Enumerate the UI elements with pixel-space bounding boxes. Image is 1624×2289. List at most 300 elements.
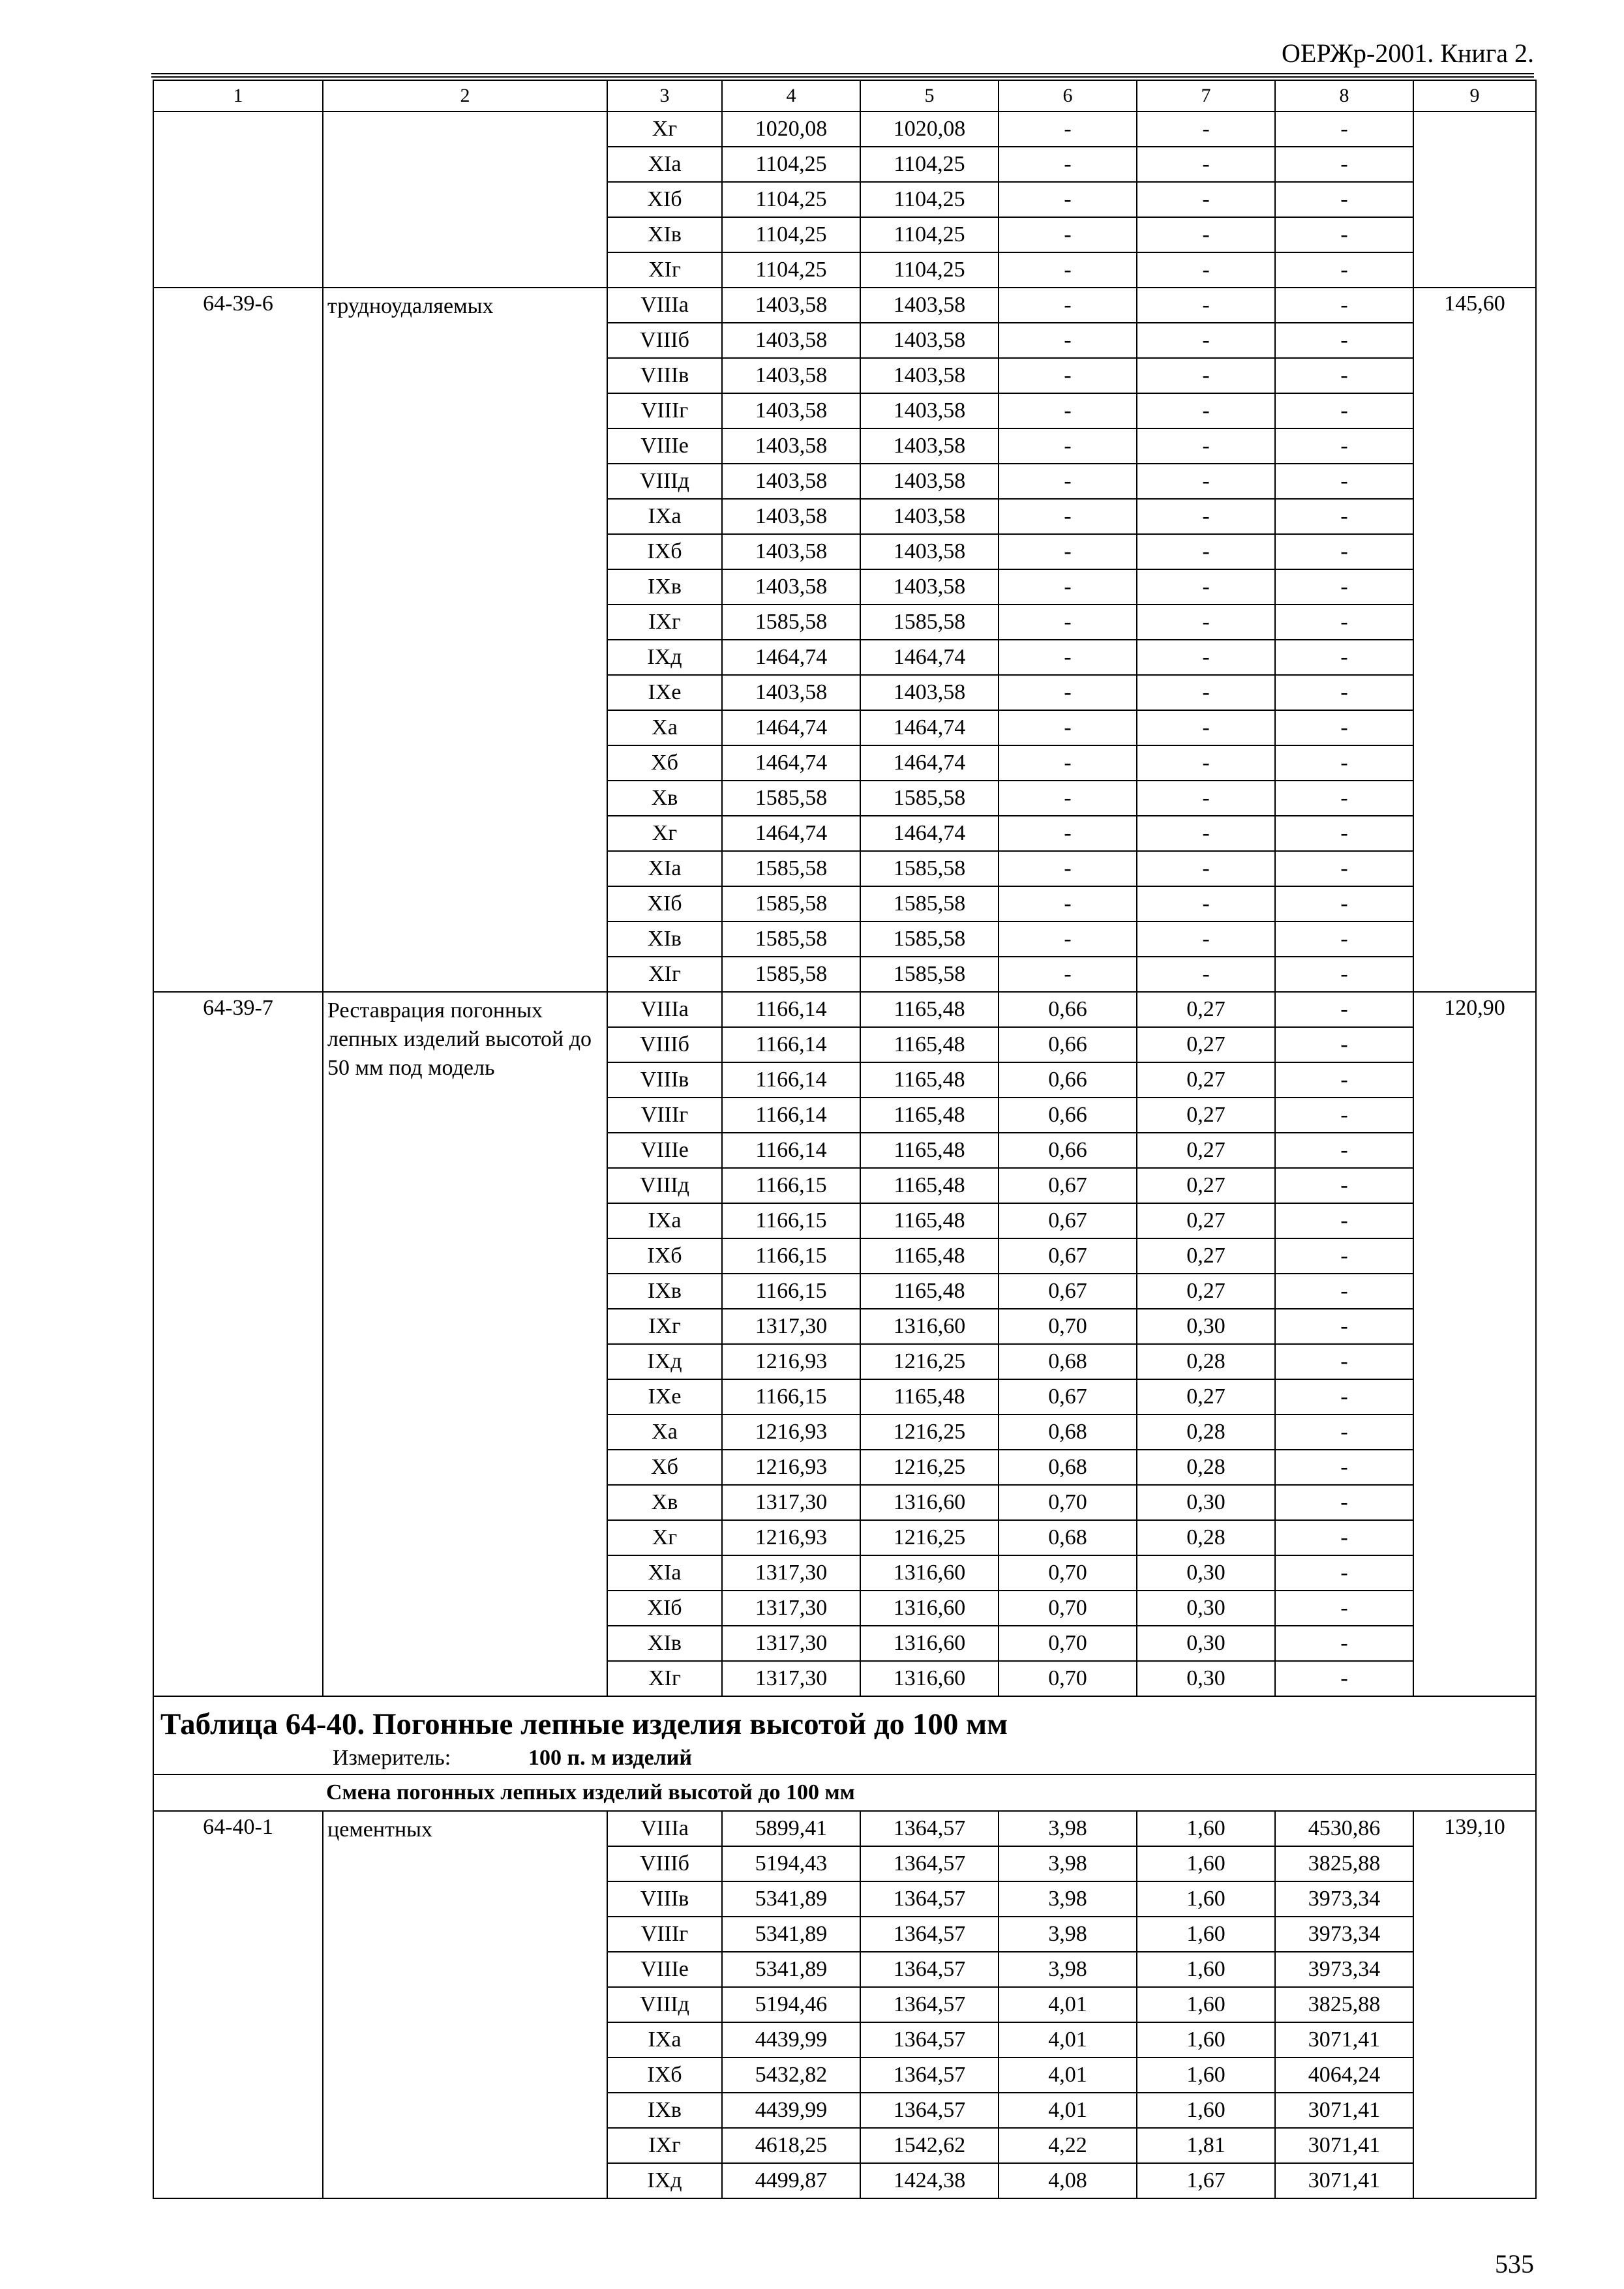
data-cell-col4: 1166,14	[722, 1098, 860, 1133]
data-cell-col8: -	[1275, 886, 1413, 921]
data-cell-col7: 0,27	[1137, 1379, 1275, 1414]
data-cell-col4: 1403,58	[722, 569, 860, 605]
section-title: Таблица 64-40. Погонные лепные изделия высотой до 100 мм	[160, 1707, 1008, 1741]
data-cell-col8: -	[1275, 1098, 1413, 1133]
data-cell-col6: -	[999, 745, 1137, 781]
data-cell-col4: 1403,58	[722, 358, 860, 393]
col9-cell: 120,90	[1413, 992, 1536, 1696]
data-cell-col4: 1403,58	[722, 393, 860, 428]
data-cell-col6: 0,67	[999, 1274, 1137, 1309]
data-cell-col3: IXб	[607, 2057, 722, 2093]
col9-cell: 145,60	[1413, 288, 1536, 992]
data-cell-col4: 1317,30	[722, 1626, 860, 1661]
data-cell-col7: -	[1137, 851, 1275, 886]
data-cell-col7: -	[1137, 921, 1275, 957]
data-cell-col6: -	[999, 464, 1137, 499]
data-cell-col3: IXа	[607, 2022, 722, 2057]
data-cell-col3: XIг	[607, 252, 722, 288]
data-cell-col7: -	[1137, 499, 1275, 534]
data-cell-col4: 1104,25	[722, 147, 860, 182]
table-section-header	[153, 1696, 1536, 1811]
data-cell-col4: 1585,58	[722, 957, 860, 992]
data-cell-col8: -	[1275, 288, 1413, 323]
data-cell-col3: XIа	[607, 851, 722, 886]
data-cell-col5: 1316,60	[860, 1555, 999, 1591]
data-cell-col3: VIIIв	[607, 1062, 722, 1098]
data-cell-col6: -	[999, 393, 1137, 428]
data-cell-col7: -	[1137, 428, 1275, 464]
data-cell-col5: 1104,25	[860, 182, 999, 217]
data-cell-col4: 1317,30	[722, 1661, 860, 1696]
data-cell-col8: -	[1275, 1414, 1413, 1450]
data-cell-col5: 1403,58	[860, 464, 999, 499]
data-cell-col8: -	[1275, 1555, 1413, 1591]
data-cell-col6: 0,70	[999, 1309, 1137, 1344]
data-cell-col6: -	[999, 957, 1137, 992]
data-cell-col4: 1585,58	[722, 781, 860, 816]
data-cell-col8: -	[1275, 1344, 1413, 1379]
data-cell-col5: 1403,58	[860, 358, 999, 393]
data-cell-col3: IXа	[607, 1203, 722, 1238]
data-cell-col5: 1020,08	[860, 112, 999, 147]
data-cell-col7: -	[1137, 886, 1275, 921]
data-cell-col3: VIIIг	[607, 1917, 722, 1952]
data-cell-col3: XIа	[607, 1555, 722, 1591]
data-cell-col3: IXд	[607, 1344, 722, 1379]
data-cell-col3: IXв	[607, 2093, 722, 2128]
data-cell-col3: IXг	[607, 2128, 722, 2163]
data-cell-col5: 1165,48	[860, 1238, 999, 1274]
data-cell-col4: 4499,87	[722, 2163, 860, 2198]
data-cell-col5: 1316,60	[860, 1309, 999, 1344]
data-cell-col8: -	[1275, 112, 1413, 147]
data-cell-col7: 1,60	[1137, 1881, 1275, 1917]
data-cell-col5: 1165,48	[860, 1062, 999, 1098]
data-cell-col3: IXе	[607, 1379, 722, 1414]
data-cell-col3: XIб	[607, 1591, 722, 1626]
data-cell-col4: 1403,58	[722, 675, 860, 710]
data-cell-col3: Xа	[607, 710, 722, 745]
data-cell-col4: 1166,14	[722, 1027, 860, 1062]
data-cell-col3: IXв	[607, 569, 722, 605]
data-cell-col4: 5341,89	[722, 1881, 860, 1917]
data-cell-col3: VIIIг	[607, 1098, 722, 1133]
data-cell-col7: 0,27	[1137, 1027, 1275, 1062]
data-cell-col6: -	[999, 252, 1137, 288]
column-number-7: 7	[1137, 80, 1275, 112]
data-cell-col8: -	[1275, 1450, 1413, 1485]
data-cell-col8: -	[1275, 217, 1413, 252]
data-cell-col5: 1165,48	[860, 1027, 999, 1062]
data-cell-col4: 1585,58	[722, 605, 860, 640]
data-cell-col8: -	[1275, 605, 1413, 640]
data-cell-col5: 1165,48	[860, 1274, 999, 1309]
data-cell-col5: 1542,62	[860, 2128, 999, 2163]
data-cell-col8: -	[1275, 1133, 1413, 1168]
data-cell-col7: -	[1137, 464, 1275, 499]
data-cell-col8: -	[1275, 464, 1413, 499]
data-cell-col5: 1364,57	[860, 1811, 999, 1846]
data-cell-col4: 1166,15	[722, 1274, 860, 1309]
data-cell-col8: -	[1275, 1062, 1413, 1098]
data-cell-col8: 4064,24	[1275, 2057, 1413, 2093]
data-cell-col3: VIIIд	[607, 1987, 722, 2022]
data-cell-col5: 1216,25	[860, 1344, 999, 1379]
data-cell-col7: -	[1137, 112, 1275, 147]
data-cell-col4: 1403,58	[722, 288, 860, 323]
data-cell-col7: 1,60	[1137, 1952, 1275, 1987]
data-cell-col6: 0,67	[999, 1238, 1137, 1274]
table-row	[153, 288, 1536, 323]
table-row	[153, 112, 1536, 147]
data-cell-col5: 1403,58	[860, 675, 999, 710]
data-cell-col6: -	[999, 675, 1137, 710]
data-cell-col6: -	[999, 921, 1137, 957]
data-cell-col8: -	[1275, 851, 1413, 886]
data-cell-col4: 1104,25	[722, 217, 860, 252]
data-cell-col4: 1317,30	[722, 1555, 860, 1591]
data-cell-col8: -	[1275, 781, 1413, 816]
data-cell-col5: 1216,25	[860, 1450, 999, 1485]
data-cell-col8: -	[1275, 569, 1413, 605]
data-cell-col6: -	[999, 182, 1137, 217]
data-cell-col6: -	[999, 781, 1137, 816]
data-cell-col3: VIIIа	[607, 992, 722, 1027]
data-cell-col6: 0,67	[999, 1168, 1137, 1203]
data-cell-col8: -	[1275, 252, 1413, 288]
data-cell-col7: -	[1137, 323, 1275, 358]
data-cell-col4: 1317,30	[722, 1309, 860, 1344]
data-cell-col8: -	[1275, 1379, 1413, 1414]
description-cell: Реставрация погонных лепных изделий высотой до 50 мм под модель	[323, 992, 607, 1696]
data-cell-col4: 1104,25	[722, 182, 860, 217]
data-cell-col7: -	[1137, 957, 1275, 992]
data-cell-col5: 1165,48	[860, 1098, 999, 1133]
data-cell-col5: 1216,25	[860, 1414, 999, 1450]
norms-table	[153, 80, 1537, 2199]
data-cell-col5: 1403,58	[860, 428, 999, 464]
data-cell-col5: 1165,48	[860, 1133, 999, 1168]
data-cell-col3: VIIIа	[607, 1811, 722, 1846]
data-cell-col8: -	[1275, 323, 1413, 358]
data-cell-col8: -	[1275, 1309, 1413, 1344]
data-cell-col4: 5432,82	[722, 2057, 860, 2093]
data-cell-col3: VIIIе	[607, 1952, 722, 1987]
data-cell-col8: 3825,88	[1275, 1846, 1413, 1881]
data-cell-col5: 1165,48	[860, 1379, 999, 1414]
data-cell-col4: 1216,93	[722, 1414, 860, 1450]
data-cell-col5: 1364,57	[860, 2022, 999, 2057]
data-cell-col8: 3071,41	[1275, 2128, 1413, 2163]
data-cell-col7: -	[1137, 252, 1275, 288]
data-cell-col7: 0,27	[1137, 1238, 1275, 1274]
data-cell-col6: -	[999, 710, 1137, 745]
data-cell-col8: -	[1275, 1274, 1413, 1309]
table-body-part2	[153, 1811, 1536, 2198]
data-cell-col6: 3,98	[999, 1811, 1137, 1846]
data-cell-col5: 1424,38	[860, 2163, 999, 2198]
data-cell-col6: 4,08	[999, 2163, 1137, 2198]
data-cell-col6: 0,70	[999, 1485, 1137, 1520]
col9-cell: 139,10	[1413, 1811, 1536, 2198]
data-cell-col7: 0,28	[1137, 1344, 1275, 1379]
data-cell-col4: 5341,89	[722, 1917, 860, 1952]
data-cell-col7: 1,60	[1137, 2093, 1275, 2128]
data-cell-col6: 3,98	[999, 1846, 1137, 1881]
column-number-row	[153, 80, 1536, 112]
data-cell-col4: 1585,58	[722, 921, 860, 957]
data-cell-col5: 1403,58	[860, 499, 999, 534]
data-cell-col5: 1364,57	[860, 1987, 999, 2022]
data-cell-col8: -	[1275, 393, 1413, 428]
data-cell-col3: Xа	[607, 1414, 722, 1450]
data-cell-col7: 1,81	[1137, 2128, 1275, 2163]
data-cell-col6: 0,66	[999, 1098, 1137, 1133]
data-cell-col7: -	[1137, 569, 1275, 605]
data-cell-col8: -	[1275, 992, 1413, 1027]
data-cell-col4: 1317,30	[722, 1485, 860, 1520]
data-cell-col5: 1364,57	[860, 1952, 999, 1987]
data-cell-col6: -	[999, 605, 1137, 640]
data-cell-col4: 1166,15	[722, 1168, 860, 1203]
data-cell-col7: 0,27	[1137, 992, 1275, 1027]
data-cell-col7: -	[1137, 147, 1275, 182]
data-cell-col7: -	[1137, 358, 1275, 393]
data-cell-col6: 3,98	[999, 1952, 1137, 1987]
data-cell-col7: -	[1137, 182, 1275, 217]
data-cell-col5: 1464,74	[860, 640, 999, 675]
data-cell-col5: 1316,60	[860, 1661, 999, 1696]
data-cell-col4: 5194,43	[722, 1846, 860, 1881]
data-cell-col6: 3,98	[999, 1881, 1137, 1917]
data-cell-col6: -	[999, 499, 1137, 534]
description-cell	[323, 112, 607, 288]
data-cell-col7: 0,27	[1137, 1133, 1275, 1168]
data-cell-col6: 3,98	[999, 1917, 1137, 1952]
data-cell-col4: 1403,58	[722, 534, 860, 569]
code-cell: 64-39-6	[153, 288, 323, 992]
data-cell-col3: VIIIе	[607, 428, 722, 464]
data-cell-col6: 0,67	[999, 1203, 1137, 1238]
data-cell-col7: -	[1137, 781, 1275, 816]
data-cell-col4: 5341,89	[722, 1952, 860, 1987]
data-cell-col4: 1216,93	[722, 1344, 860, 1379]
data-cell-col8: -	[1275, 1203, 1413, 1238]
data-cell-col4: 1403,58	[722, 499, 860, 534]
data-cell-col4: 1104,25	[722, 252, 860, 288]
data-cell-col6: -	[999, 816, 1137, 851]
data-cell-col7: 0,28	[1137, 1450, 1275, 1485]
subsection-title: Смена погонных лепных изделий высотой до 100 мм	[153, 1774, 1536, 1811]
data-cell-col7: 0,27	[1137, 1168, 1275, 1203]
data-cell-col5: 1403,58	[860, 534, 999, 569]
data-cell-col5: 1403,58	[860, 323, 999, 358]
data-cell-col5: 1585,58	[860, 605, 999, 640]
data-cell-col7: 0,28	[1137, 1414, 1275, 1450]
data-cell-col7: 1,60	[1137, 2022, 1275, 2057]
description-cell: цементных	[323, 1811, 607, 2198]
data-cell-col8: -	[1275, 816, 1413, 851]
data-cell-col4: 1317,30	[722, 1591, 860, 1626]
data-cell-col3: VIIIд	[607, 1168, 722, 1203]
data-cell-col3: VIIIе	[607, 1133, 722, 1168]
data-cell-col5: 1364,57	[860, 1846, 999, 1881]
table-body-part1	[153, 80, 1536, 1696]
data-cell-col5: 1165,48	[860, 1168, 999, 1203]
data-cell-col6: -	[999, 534, 1137, 569]
data-cell-col3: IXд	[607, 2163, 722, 2198]
data-cell-col6: -	[999, 886, 1137, 921]
data-cell-col5: 1585,58	[860, 957, 999, 992]
data-cell-col6: 4,01	[999, 1987, 1137, 2022]
code-cell: 64-40-1	[153, 1811, 323, 2198]
header-rule-bottom	[151, 76, 1534, 78]
data-cell-col6: 0,66	[999, 992, 1137, 1027]
data-cell-col8: -	[1275, 358, 1413, 393]
data-cell-col4: 5194,46	[722, 1987, 860, 2022]
data-cell-col3: XIв	[607, 217, 722, 252]
data-cell-col8: -	[1275, 640, 1413, 675]
data-cell-col5: 1216,25	[860, 1520, 999, 1555]
data-cell-col7: 0,30	[1137, 1309, 1275, 1344]
measure-line	[160, 1745, 1529, 1774]
data-cell-col3: XIб	[607, 182, 722, 217]
data-cell-col6: 0,70	[999, 1591, 1137, 1626]
data-cell-col8: 4530,86	[1275, 1811, 1413, 1846]
data-cell-col5: 1104,25	[860, 147, 999, 182]
data-cell-col8: -	[1275, 921, 1413, 957]
data-cell-col4: 1166,15	[722, 1379, 860, 1414]
data-cell-col3: VIIIб	[607, 323, 722, 358]
data-cell-col6: -	[999, 358, 1137, 393]
data-cell-col6: 0,68	[999, 1520, 1137, 1555]
data-cell-col6: -	[999, 288, 1137, 323]
data-cell-col8: 3973,34	[1275, 1917, 1413, 1952]
data-cell-col8: -	[1275, 1626, 1413, 1661]
data-cell-col7: -	[1137, 393, 1275, 428]
data-cell-col3: Xв	[607, 781, 722, 816]
data-cell-col8: -	[1275, 428, 1413, 464]
column-number-6: 6	[999, 80, 1137, 112]
data-cell-col8: 3071,41	[1275, 2163, 1413, 2198]
data-cell-col8: 3973,34	[1275, 1881, 1413, 1917]
data-cell-col3: Xг	[607, 816, 722, 851]
description-cell: трудноудаляемых	[323, 288, 607, 992]
data-cell-col8: -	[1275, 182, 1413, 217]
column-number-5: 5	[860, 80, 999, 112]
data-cell-col3: IXе	[607, 675, 722, 710]
data-cell-col3: Xв	[607, 1485, 722, 1520]
table-row	[153, 992, 1536, 1027]
data-cell-col8: 3071,41	[1275, 2022, 1413, 2057]
data-cell-col7: 0,30	[1137, 1626, 1275, 1661]
col9-cell	[1413, 112, 1536, 288]
data-cell-col7: 0,27	[1137, 1062, 1275, 1098]
data-cell-col7: -	[1137, 745, 1275, 781]
data-cell-col3: VIIIд	[607, 464, 722, 499]
data-cell-col4: 1464,74	[722, 745, 860, 781]
data-cell-col6: 0,66	[999, 1027, 1137, 1062]
data-cell-col3: XIа	[607, 147, 722, 182]
data-cell-col4: 1464,74	[722, 816, 860, 851]
data-cell-col7: -	[1137, 640, 1275, 675]
column-number-4: 4	[722, 80, 860, 112]
data-cell-col6: 4,22	[999, 2128, 1137, 2163]
data-cell-col5: 1464,74	[860, 745, 999, 781]
data-cell-col6: 0,68	[999, 1344, 1137, 1379]
data-cell-col5: 1165,48	[860, 1203, 999, 1238]
data-cell-col3: IXв	[607, 1274, 722, 1309]
data-cell-col3: VIIIб	[607, 1846, 722, 1881]
data-cell-col3: IXг	[607, 605, 722, 640]
data-cell-col8: -	[1275, 710, 1413, 745]
data-cell-col3: IXб	[607, 534, 722, 569]
data-cell-col4: 1166,15	[722, 1203, 860, 1238]
data-cell-col5: 1104,25	[860, 252, 999, 288]
data-cell-col5: 1364,57	[860, 2057, 999, 2093]
data-cell-col5: 1585,58	[860, 921, 999, 957]
data-cell-col6: 4,01	[999, 2093, 1137, 2128]
data-cell-col4: 1403,58	[722, 428, 860, 464]
data-cell-col5: 1585,58	[860, 781, 999, 816]
data-cell-col3: Xб	[607, 1450, 722, 1485]
data-cell-col5: 1403,58	[860, 569, 999, 605]
data-cell-col8: -	[1275, 1591, 1413, 1626]
data-cell-col4: 1166,14	[722, 1133, 860, 1168]
data-cell-col3: VIIIа	[607, 288, 722, 323]
data-cell-col3: IXг	[607, 1309, 722, 1344]
data-cell-col7: -	[1137, 217, 1275, 252]
data-cell-col7: 0,27	[1137, 1098, 1275, 1133]
data-cell-col4: 1464,74	[722, 640, 860, 675]
header-rule-top	[151, 73, 1534, 74]
data-cell-col6: 0,68	[999, 1450, 1137, 1485]
measure-label: Измеритель:	[333, 1746, 451, 1770]
data-cell-col6: -	[999, 569, 1137, 605]
code-cell: 64-39-7	[153, 992, 323, 1696]
data-cell-col8: -	[1275, 499, 1413, 534]
data-cell-col8: -	[1275, 1168, 1413, 1203]
code-cell	[153, 112, 323, 288]
data-cell-col4: 4618,25	[722, 2128, 860, 2163]
page-header-title: ОЕРЖр-2001. Книга 2.	[1282, 38, 1534, 68]
data-cell-col8: -	[1275, 1520, 1413, 1555]
data-cell-col7: -	[1137, 816, 1275, 851]
data-cell-col7: 1,60	[1137, 1811, 1275, 1846]
section-title-cell	[153, 1696, 1536, 1774]
data-cell-col5: 1316,60	[860, 1591, 999, 1626]
data-cell-col5: 1585,58	[860, 851, 999, 886]
data-cell-col5: 1316,60	[860, 1485, 999, 1520]
data-cell-col8: 3071,41	[1275, 2093, 1413, 2128]
data-cell-col7: -	[1137, 710, 1275, 745]
data-cell-col4: 4439,99	[722, 2093, 860, 2128]
data-cell-col7: 0,28	[1137, 1520, 1275, 1555]
data-cell-col5: 1165,48	[860, 992, 999, 1027]
data-cell-col3: XIг	[607, 1661, 722, 1696]
data-cell-col3: IXд	[607, 640, 722, 675]
data-cell-col5: 1403,58	[860, 393, 999, 428]
data-cell-col6: 0,70	[999, 1555, 1137, 1591]
column-number-2: 2	[323, 80, 607, 112]
data-cell-col7: 0,30	[1137, 1555, 1275, 1591]
data-cell-col4: 1166,15	[722, 1238, 860, 1274]
data-cell-col7: 1,67	[1137, 2163, 1275, 2198]
data-cell-col8: -	[1275, 675, 1413, 710]
data-cell-col8: -	[1275, 1661, 1413, 1696]
data-cell-col3: XIв	[607, 921, 722, 957]
data-cell-col6: 0,66	[999, 1133, 1137, 1168]
